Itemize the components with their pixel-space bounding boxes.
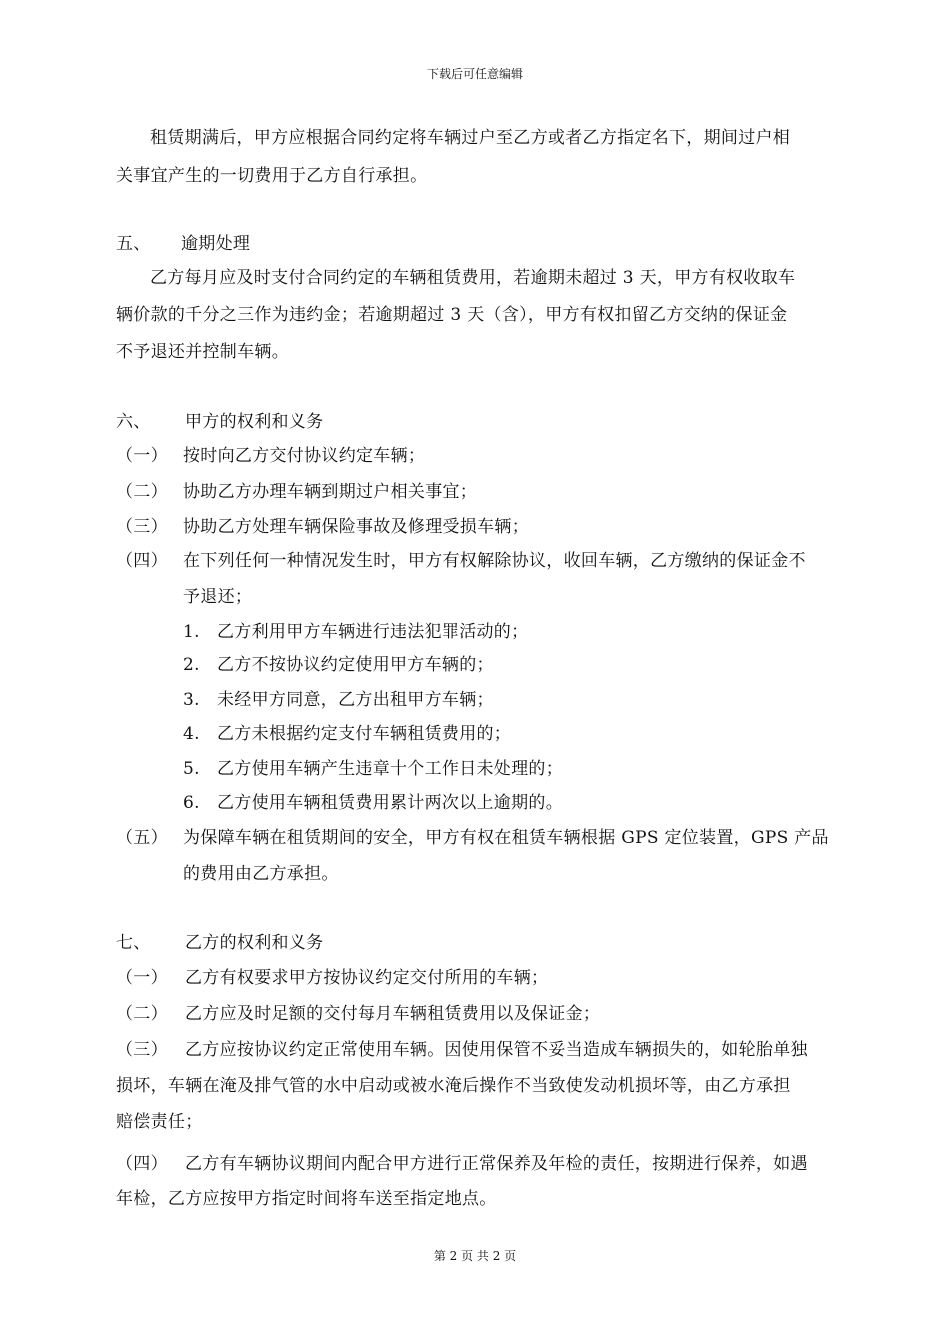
- item-continuation: 年检，乙方应按甲方指定时间将车送至指定地点。: [116, 1189, 497, 1209]
- sub-item-marker: 1.: [183, 622, 200, 642]
- sub-item-text: 乙方使用车辆产生违章十个工作日未处理的；: [217, 759, 563, 779]
- paragraph-line: 不予退还并控制车辆。: [116, 342, 289, 362]
- page-header: 下载后可任意编辑: [426, 67, 523, 81]
- item-text: 按时向乙方交付协议约定车辆；: [183, 446, 426, 466]
- item-continuation: 损坏，车辆在淹及排气管的水中启动或被水淹后操作不当致使发动机损坏等，由乙方承担: [116, 1076, 791, 1096]
- item-text: 协助乙方办理车辆到期过户相关事宜；: [183, 482, 478, 502]
- paragraph-line: 关事宜产生的一切费用于乙方自行承担。: [116, 166, 428, 186]
- sub-item-text: 乙方不按协议约定使用甲方车辆的；: [217, 655, 494, 675]
- page-footer: 第 2 页 共 2 页: [433, 1249, 517, 1263]
- section-title: 甲方的权利和义务: [185, 412, 324, 432]
- sub-item-marker: 3.: [183, 690, 200, 710]
- item-marker: （五）: [116, 828, 168, 848]
- item-continuation: 的费用由乙方承担。: [183, 864, 339, 884]
- section-number: 五、: [116, 234, 151, 254]
- section-number: 七、: [116, 933, 151, 953]
- sub-item-text: 乙方利用甲方车辆进行违法犯罪活动的；: [217, 622, 529, 642]
- item-text: 乙方应按协议约定正常使用车辆。因使用保管不妥当造成车辆损失的，如轮胎单独: [185, 1040, 808, 1060]
- item-marker: （二）: [116, 482, 168, 502]
- paragraph-line: 辆价款的千分之三作为违约金；若逾期超过 3 天（含），甲方有权扣留乙方交纳的保证金: [116, 305, 788, 325]
- item-text: 乙方有车辆协议期间内配合甲方进行正常保养及年检的责任，按期进行保养，如遇: [185, 1154, 808, 1174]
- sub-item-marker: 5.: [183, 759, 200, 779]
- sub-item-text: 乙方未根据约定支付车辆租赁费用的；: [217, 724, 512, 744]
- sub-item-marker: 2.: [183, 655, 200, 675]
- section-number: 六、: [116, 412, 151, 432]
- section-title: 乙方的权利和义务: [185, 933, 324, 953]
- paragraph-line: 租赁期满后，甲方应根据合同约定将车辆过户至乙方或者乙方指定名下，期间过户相: [150, 128, 791, 148]
- item-marker: （二）: [116, 1004, 168, 1024]
- paragraph-line: 乙方每月应及时支付合同约定的车辆租赁费用，若逾期未超过 3 天，甲方有权收取车: [150, 268, 796, 288]
- section-title: 逾期处理: [181, 234, 251, 254]
- item-continuation: 予退还；: [183, 587, 253, 607]
- item-marker: （四）: [116, 551, 168, 571]
- item-text: 乙方有权要求甲方按协议约定交付所用的车辆；: [185, 968, 549, 988]
- item-text: 乙方应及时足额的交付每月车辆租赁费用以及保证金；: [185, 1004, 601, 1024]
- item-marker: （一）: [116, 446, 168, 466]
- sub-item-marker: 6.: [183, 793, 200, 813]
- item-text: 在下列任何一种情况发生时，甲方有权解除协议，收回车辆，乙方缴纳的保证金不: [183, 551, 806, 571]
- item-marker: （一）: [116, 968, 168, 988]
- item-text: 协助乙方处理车辆保险事故及修理受损车辆；: [183, 517, 529, 537]
- item-continuation: 赔偿责任；: [116, 1112, 203, 1132]
- sub-item-text: 乙方使用车辆租赁费用累计两次以上逾期的。: [217, 793, 563, 813]
- sub-item-text: 未经甲方同意，乙方出租甲方车辆；: [217, 690, 494, 710]
- sub-item-marker: 4.: [183, 724, 200, 744]
- item-text: 为保障车辆在租赁期间的安全，甲方有权在租赁车辆根据 GPS 定位装置，GPS 产品: [183, 828, 829, 848]
- item-marker: （三）: [116, 1040, 168, 1060]
- item-marker: （四）: [116, 1154, 168, 1174]
- item-marker: （三）: [116, 517, 168, 537]
